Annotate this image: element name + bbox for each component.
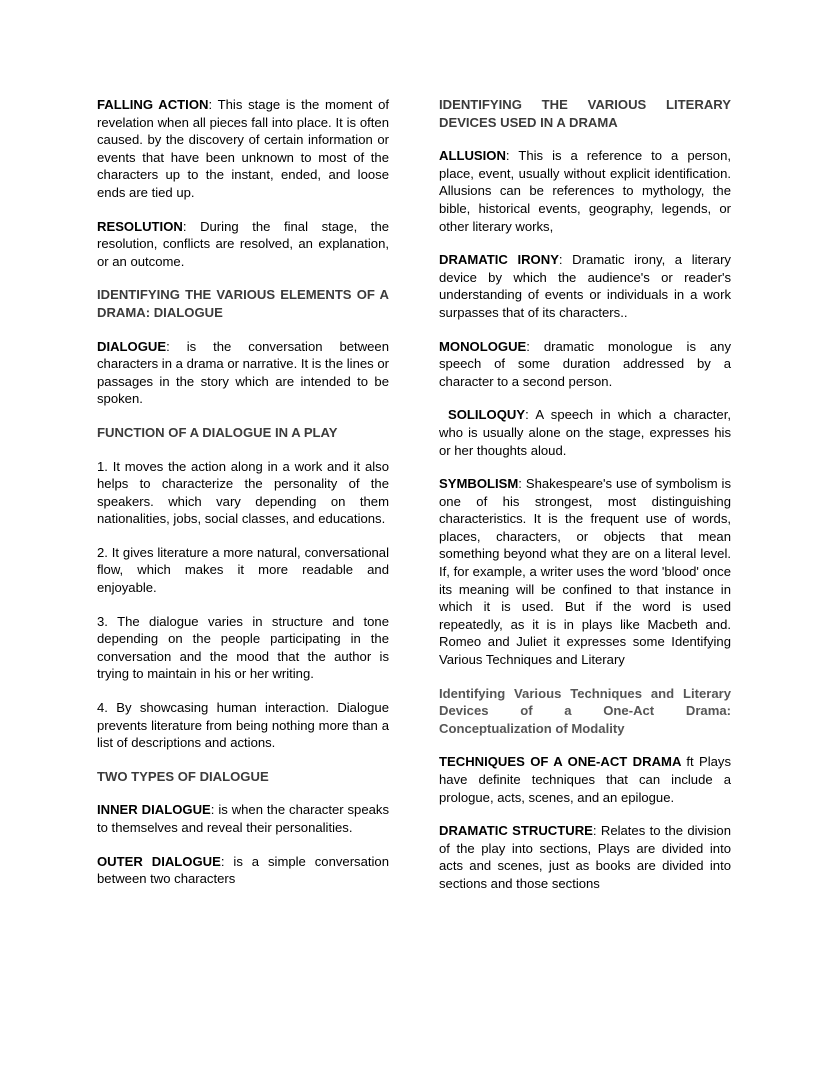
term-separator: : — [166, 338, 187, 354]
subheading-identifying-various-techniques-and-liter: Identifying Various Techniques and Literary Devices of a One-Act Drama: Conceptualization of Modality — [439, 685, 731, 736]
section-heading-two-types-of-dialogue: TWO TYPES OF DIALOGUE — [97, 768, 269, 784]
term-separator: : — [525, 407, 536, 423]
definition-text: is the conversation between characters in a drama or narrative. It is the lines or passages in the story which are intended to be spoken. — [97, 338, 389, 407]
term-separator: : — [182, 218, 201, 234]
term-label-resolution: RESOLUTION — [97, 218, 183, 234]
body-paragraph-9: 4. By showcasing human interaction. Dialogue prevents literature from being nothing more than a list of descriptions and actions. — [97, 700, 389, 751]
definition-paragraph-falling-action — [97, 96, 389, 202]
term-separator: : — [505, 148, 519, 164]
definition-text: A speech in which a character, who is usually alone on the stage, expresses his or her thoughts aloud. — [439, 407, 731, 458]
body-paragraph-7: 2. It gives literature a more natural, conversational flow, which makes it more readable and enjoyable. — [97, 544, 389, 596]
definition-text: is a simple conversation between two characters — [97, 853, 389, 887]
definition-paragraph-inner-dialogue — [97, 801, 389, 836]
definition-paragraph-soliloquy — [439, 406, 731, 459]
term-label-falling-action: FALLING ACTION — [97, 97, 209, 112]
definition-text: is when the character speaks to themselves and reveal their personalities. — [97, 802, 390, 835]
definition-paragraph-dialogue — [97, 338, 389, 408]
term-label-symbolism: SYMBOLISM — [439, 476, 519, 492]
term-separator: : — [208, 97, 218, 112]
term-label-dramatic-structure: DRAMATIC STRUCTURE — [439, 823, 593, 839]
term-label-outer-dialogue: OUTER DIALOGUE — [97, 853, 221, 869]
term-separator: : — [558, 252, 573, 268]
body-paragraph-8: 3. The dialogue varies in structure and tone depending on the people participating in the conversation and the mood that the author is trying to maintain in his or her writing. — [97, 613, 389, 682]
term-label-monologue: MONOLOGUE — [439, 338, 527, 354]
definition-paragraph-resolution — [97, 218, 389, 271]
definition-text: ft Plays have definite techniques that can include a prologue, acts, scenes, and an epilogue. — [439, 754, 732, 805]
section-heading-function-of-a-dialogue-in-a-play: FUNCTION OF A DIALOGUE IN A PLAY — [97, 424, 338, 440]
term-separator: : — [526, 338, 544, 354]
right-column — [439, 96, 731, 893]
section-heading-identifying-the-various-elements-of-a-dr: IDENTIFYING THE VARIOUS ELEMENTS OF A DRAMA: DIALOGUE — [97, 287, 389, 320]
term-separator: : — [220, 853, 234, 869]
term-label-dramatic-irony: DRAMATIC IRONY — [439, 252, 559, 268]
definition-paragraph-dramatic-irony — [439, 251, 731, 321]
two-column-layout — [97, 96, 731, 893]
definition-paragraph-symbolism — [439, 475, 731, 669]
term-label-soliloquy: SOLILOQUY — [448, 407, 526, 423]
definition-text: dramatic monologue is any speech of some duration addressed by a character to a second person. — [439, 338, 731, 389]
definition-text: During the final stage, the resolution, conflicts are resolved, an explanation, or an outcome. — [97, 218, 390, 269]
term-label-techniques-of-a-one-act-drama: TECHNIQUES OF A ONE-ACT DRAMA — [439, 754, 681, 770]
left-column — [97, 96, 389, 893]
section-heading-identifying-the-various-literary-devices: IDENTIFYING THE VARIOUS LITERARY DEVICES USED IN A DRAMA — [439, 97, 731, 130]
definition-paragraph-monologue — [439, 338, 731, 391]
term-label-inner-dialogue: INNER DIALOGUE — [97, 802, 211, 818]
term-label-allusion: ALLUSION — [439, 148, 506, 164]
definition-paragraph-allusion — [439, 147, 731, 235]
definition-text: Relates to the division of the play into sections, Plays are divided into acts and scenes, just as books are divided into sections and those sections — [439, 823, 731, 891]
definition-text: Dramatic irony, a literary device by which the audience's or reader's understanding of events or individuals in a work surpasses that of its characters.. — [439, 252, 731, 320]
body-paragraph-6: 1. It moves the action along in a work and it also helps to characterize the personality of the speakers. which vary depending on them nationalities, jobs, social classes, and educations. — [97, 458, 389, 527]
definition-paragraph-outer-dialogue — [97, 853, 389, 888]
definition-text: This is a reference to a person, place, event, usually without explicit identification. Allusions can be references to mythology, the bible, historical events, geography, legends, or other literary works, — [439, 148, 731, 234]
definition-text: This stage is the moment of revelation when all pieces fall into place. It is often caused. by the discovery of certain information or events that have been unknown to most of the characters up to the instant, ended, and loose ends are tied up. — [97, 97, 389, 200]
term-separator: : — [592, 823, 601, 839]
term-label-dialogue: DIALOGUE — [97, 338, 167, 354]
definition-text: Shakespeare's use of symbolism is one of his strongest, most distinguishing characteristics. It is the frequent use of words, places, characters, or objects that mean something beyond what they are on a literal level. If, for example, a writer uses the word 'blood' once its meaning will be confined to that instance in which it is used. But if the word is used repeatedly, as it is in plays like Macbeth and. Romeo and Juliet it expresses some Identifying Various Techniques and Literary — [439, 476, 731, 668]
definition-paragraph-techniques-of-a-one-act-drama — [439, 753, 731, 806]
definition-paragraph-dramatic-structure — [439, 822, 731, 892]
term-separator: : — [518, 476, 526, 492]
term-separator: : — [210, 802, 219, 818]
